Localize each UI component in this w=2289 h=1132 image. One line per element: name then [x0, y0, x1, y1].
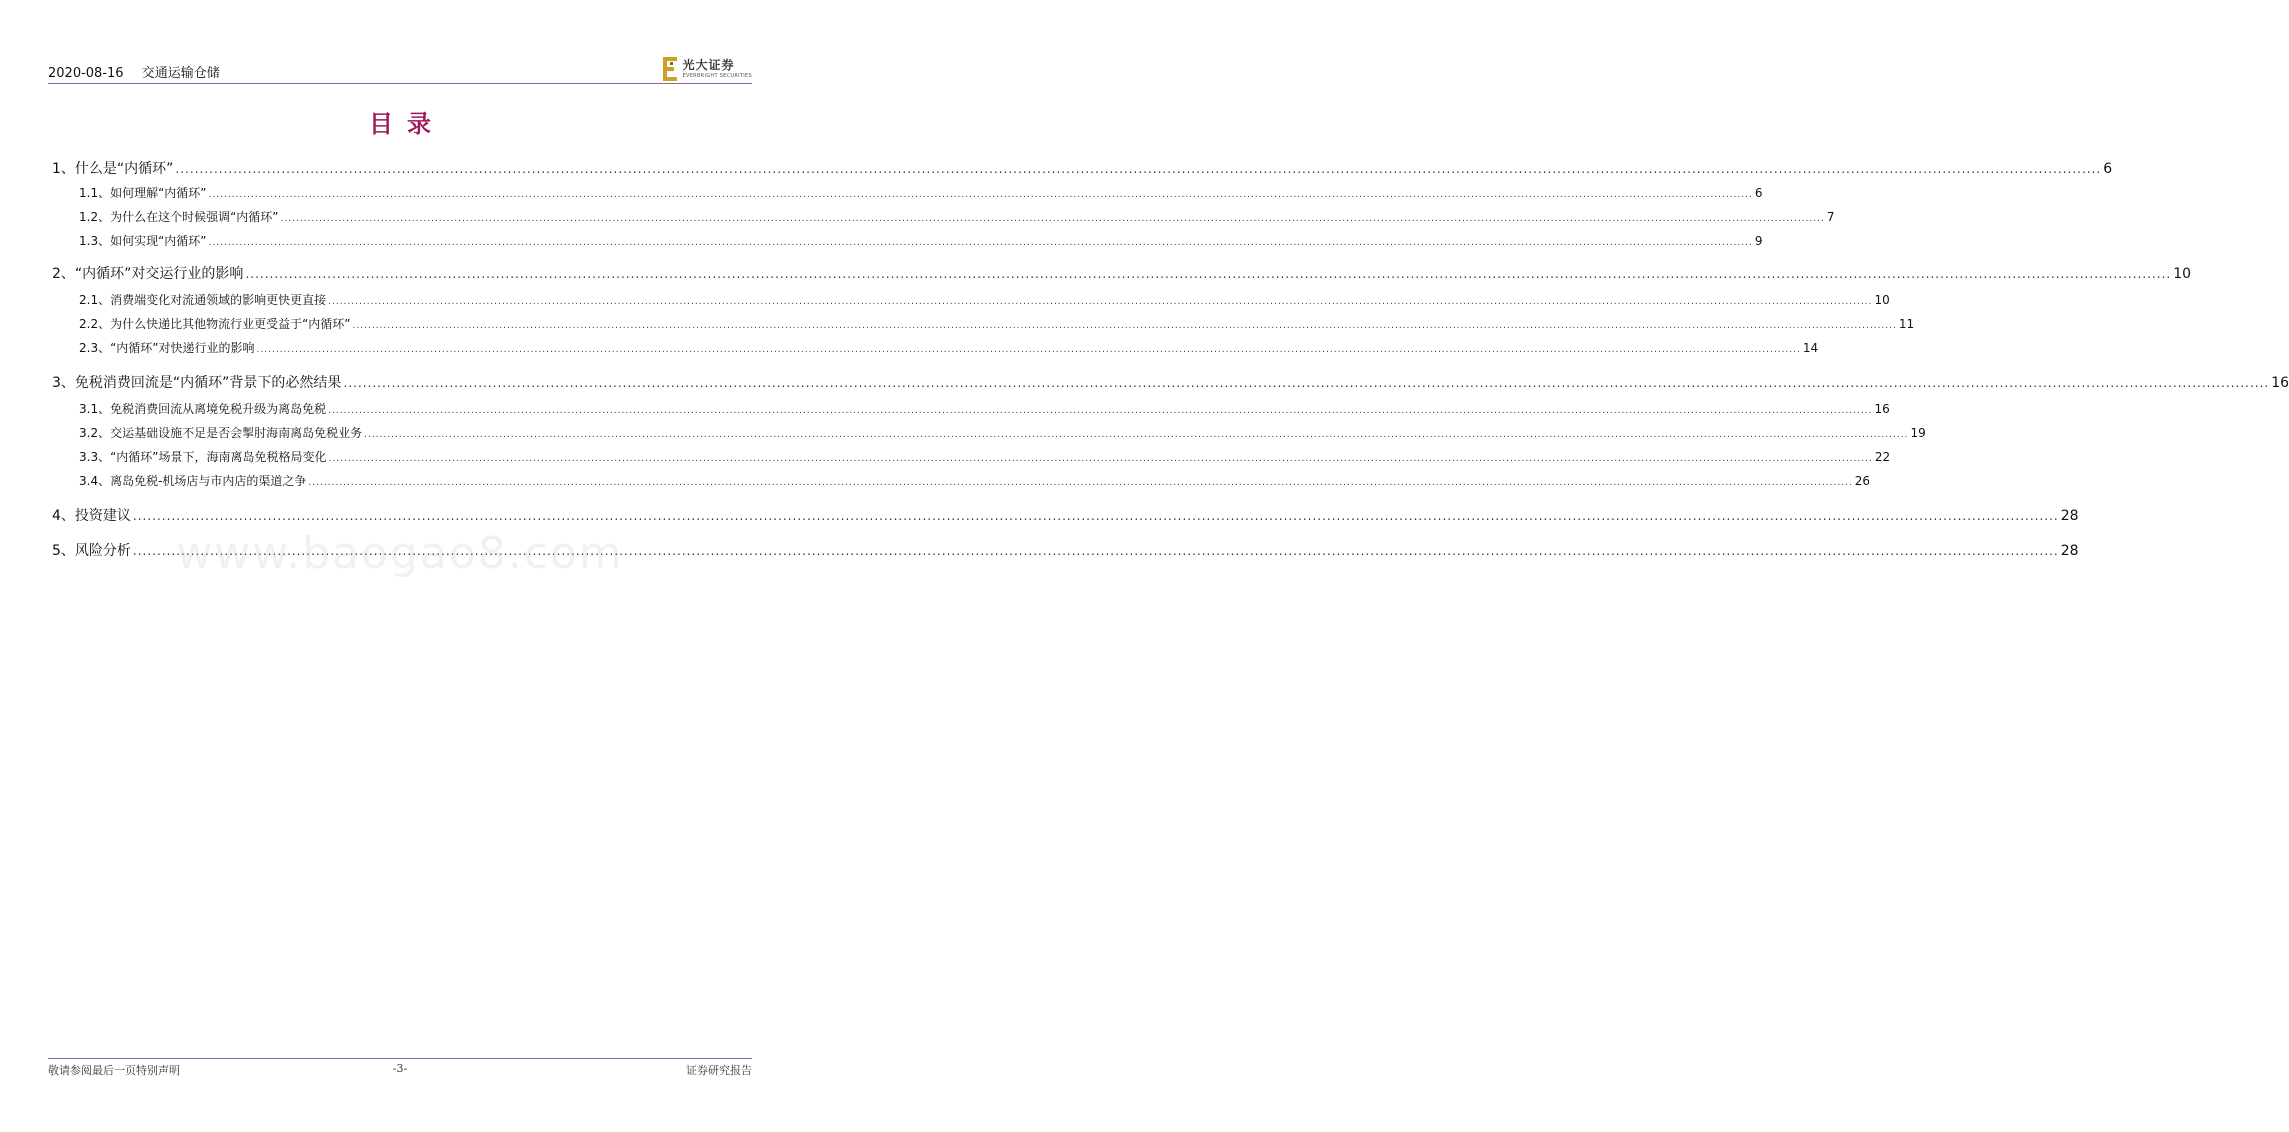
- toc-dot-leader: ................................................................................................................................................................................................................................................................................................................................................................................................................: [328, 406, 1873, 416]
- everbright-logo: [662, 56, 752, 82]
- toc-entry[interactable]: [79, 424, 1926, 441]
- toc-entry[interactable]: [52, 372, 2289, 392]
- toc-entry-page: 26: [1854, 474, 1871, 488]
- toc-entry-label: 为什么快递比其他物流行业更受益于“内循环”: [110, 317, 351, 331]
- toc-entry-number: 5、: [52, 543, 75, 559]
- toc-entry-page: 19: [1910, 426, 1926, 440]
- toc-dot-leader: ................................................................................................................................................................................................................................................................................................................................................................................................................: [132, 509, 2059, 523]
- toc-entry-label: 为什么在这个时候强调“内循环”: [110, 210, 279, 224]
- toc-entry-page: 16: [1874, 402, 1890, 416]
- toc-entry-page: 10: [1874, 293, 1890, 307]
- toc-entry[interactable]: [79, 472, 1871, 489]
- toc-entry-page: 6: [2103, 161, 2113, 177]
- toc-dot-leader: ................................................................................................................................................................................................................................................................................................................................................................................................................: [245, 267, 2172, 281]
- logo-cn: 光大证券: [682, 58, 735, 72]
- toc-entry-number: 2.1、: [79, 293, 111, 307]
- header-text: [48, 62, 220, 81]
- everbright-logo-icon: [662, 56, 680, 82]
- toc-entry-number: 3.4、: [79, 474, 111, 488]
- toc-entry-page: 11: [1898, 317, 1915, 331]
- toc-entry-label: 如何理解“内循环”: [110, 186, 207, 200]
- toc-entry[interactable]: [79, 291, 1890, 308]
- toc-entry[interactable]: [79, 448, 1891, 465]
- toc-entry-label: 如何实现“内循环”: [110, 234, 207, 248]
- toc-entry-page: 6: [1754, 186, 1763, 200]
- toc-entry-label: 免税消费回流是“内循环”背景下的必然结果: [74, 375, 342, 391]
- toc-entry-label: “内循环”场景下，海南离岛免税格局变化: [110, 450, 327, 464]
- toc-entry-number: 2.3、: [79, 341, 111, 355]
- toc-entry[interactable]: [79, 184, 1763, 201]
- toc-dot-leader: ................................................................................................................................................................................................................................................................................................................................................................................................................: [328, 454, 1873, 464]
- toc-entry-label: “内循环”对快递行业的影响: [110, 341, 255, 355]
- toc-entry-label: 离岛免税-机场店与市内店的渠道之争: [110, 474, 307, 488]
- toc-entry[interactable]: [79, 232, 1763, 249]
- toc-entry-page: 16: [2271, 375, 2289, 391]
- toc-entry-number: 4、: [52, 508, 75, 524]
- toc-entry[interactable]: [52, 505, 2079, 525]
- footer-divider: [48, 1058, 752, 1059]
- toc-entry-page: 9: [1754, 234, 1763, 248]
- toc-entry-page: 28: [2060, 508, 2079, 524]
- toc-entry-label: 免税消费回流从离境免税升级为离岛免税: [110, 402, 327, 416]
- header-divider: [48, 83, 752, 84]
- toc-entry-number: 1、: [52, 161, 75, 177]
- report-date: 2020-08-16: [48, 66, 124, 81]
- toc-entry-label: 投资建议: [74, 508, 131, 524]
- page-header: [48, 56, 752, 84]
- toc-dot-leader: ................................................................................................................................................................................................................................................................................................................................................................................................................: [256, 345, 1801, 355]
- toc-entry-page: 10: [2173, 266, 2192, 282]
- toc-entry[interactable]: [52, 158, 2113, 178]
- toc-entry-number: 3、: [52, 375, 75, 391]
- toc-entry-number: 1.1、: [79, 186, 111, 200]
- toc-dot-leader: ................................................................................................................................................................................................................................................................................................................................................................................................................: [280, 214, 1825, 224]
- page-number: -3-: [392, 1062, 408, 1075]
- toc-entry-label: 消费端变化对流通领域的影响更快更直接: [110, 293, 327, 307]
- toc-entry-number: 3.2、: [79, 426, 111, 440]
- toc-entry-label: 风险分析: [74, 543, 131, 559]
- toc-entry[interactable]: [79, 208, 1835, 225]
- toc-entry[interactable]: [79, 339, 1819, 356]
- toc-entry-number: 1.2、: [79, 210, 111, 224]
- toc-entry[interactable]: [52, 263, 2192, 283]
- toc-dot-leader: ................................................................................................................................................................................................................................................................................................................................................................................................................: [364, 430, 1909, 440]
- watermark: www.baogao8.com: [176, 528, 624, 579]
- logo-text: [683, 58, 752, 80]
- toc-dot-leader: ................................................................................................................................................................................................................................................................................................................................................................................................................: [308, 478, 1853, 488]
- toc-entry-label: 交运基础设施不足是否会掣肘海南离岛免税业务: [110, 426, 363, 440]
- toc-entry-number: 2、: [52, 266, 75, 282]
- toc-entry-page: 28: [2060, 543, 2079, 559]
- logo-en: EVERBRIGHT SECURITIES: [682, 73, 752, 79]
- page-footer: [48, 1062, 752, 1078]
- toc-entry-label: 什么是“内循环”: [74, 161, 174, 177]
- toc-entry-page: 7: [1826, 210, 1835, 224]
- toc-entry-number: 2.2、: [79, 317, 111, 331]
- report-sector: 交通运输仓储: [141, 66, 220, 81]
- toc-entry-label: “内循环”对交运行业的影响: [74, 266, 244, 282]
- toc-entry-number: 3.3、: [79, 450, 111, 464]
- toc-dot-leader: ................................................................................................................................................................................................................................................................................................................................................................................................................: [175, 162, 2102, 176]
- toc-dot-leader: ................................................................................................................................................................................................................................................................................................................................................................................................................: [352, 321, 1897, 331]
- toc-dot-leader: ................................................................................................................................................................................................................................................................................................................................................................................................................: [328, 297, 1873, 307]
- toc-entry[interactable]: [79, 400, 1890, 417]
- toc-dot-leader: ................................................................................................................................................................................................................................................................................................................................................................................................................: [208, 238, 1753, 248]
- toc-entry-number: 1.3、: [79, 234, 111, 248]
- toc-entry-page: 14: [1802, 341, 1819, 355]
- toc-entry-page: 22: [1874, 450, 1891, 464]
- toc-entry-number: 3.1、: [79, 402, 111, 416]
- footer-report-type: 证券研究报告: [686, 1064, 752, 1077]
- footer-disclaimer: 敬请参阅最后一页特别声明: [48, 1064, 180, 1077]
- toc-title: 目录: [369, 110, 445, 138]
- toc-dot-leader: ................................................................................................................................................................................................................................................................................................................................................................................................................: [343, 376, 2270, 390]
- toc-entry[interactable]: [79, 315, 1915, 332]
- toc-dot-leader: ................................................................................................................................................................................................................................................................................................................................................................................................................: [208, 190, 1753, 200]
- toc-dot-leader: ................................................................................................................................................................................................................................................................................................................................................................................................................: [132, 544, 2059, 558]
